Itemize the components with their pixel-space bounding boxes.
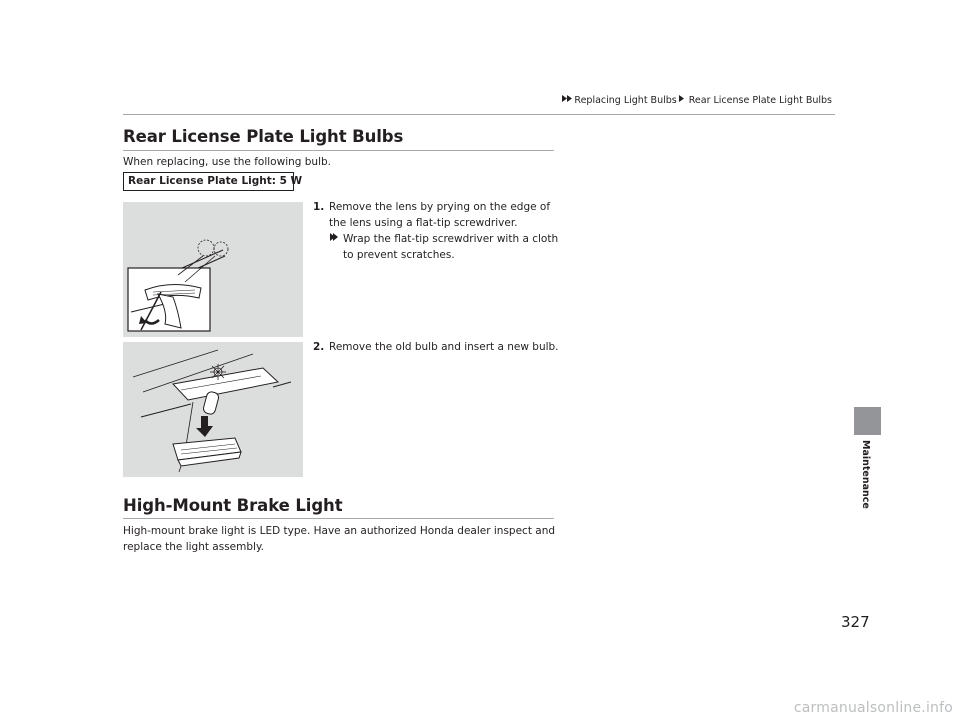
section-divider [123, 150, 554, 151]
header-divider [123, 114, 835, 115]
chapter-tab[interactable] [854, 407, 881, 435]
bulb-replacement-illustration [123, 342, 303, 477]
breadcrumb-item-replacing-light-bulbs[interactable]: Replacing Light Bulbs [574, 95, 677, 106]
high-mount-text-line-2: replace the light assembly. [123, 541, 265, 553]
step-text: the lens using a flat-tip screwdriver. [329, 217, 518, 229]
breadcrumb-item-rear-license-plate-light-bulbs[interactable]: Rear License Plate Light Bulbs [688, 95, 832, 106]
double-arrow-icon [562, 94, 574, 103]
bulb-spec-text: Rear License Plate Light: 5 W [128, 175, 303, 187]
step-text: Remove the old bulb and insert a new bulb. [329, 341, 559, 353]
screwdriver-lens-illustration [123, 202, 303, 337]
note-text: to prevent scratches. [343, 249, 455, 261]
step-note [313, 231, 563, 263]
intro-text: When replacing, use the following bulb. [123, 156, 332, 168]
breadcrumb [562, 94, 832, 106]
page-number: 327 [841, 613, 870, 631]
arrow-icon [677, 94, 689, 103]
arrow-icon [329, 231, 343, 263]
step-number: 1. [313, 201, 325, 213]
chapter-tab-label: Maintenance [860, 440, 871, 509]
section-title-rear-license-plate: Rear License Plate Light Bulbs [123, 127, 404, 146]
note-text: Wrap the flat-tip screwdriver with a cloth [343, 233, 559, 245]
step-2 [313, 339, 563, 355]
step-text: Remove the lens by prying on the edge of [329, 201, 551, 213]
figure-lens-removal [123, 202, 303, 337]
section-divider [123, 518, 554, 519]
high-mount-text-line-1: High-mount brake light is LED type. Have an authorized Honda dealer inspect and [123, 525, 556, 537]
step-number: 2. [313, 341, 325, 353]
figure-bulb-replacement [123, 342, 303, 477]
step-1 [313, 199, 563, 263]
bulb-spec-box [123, 172, 303, 191]
section-title-high-mount-brake-light: High-Mount Brake Light [123, 496, 343, 515]
watermark: carmanualsonline.info [793, 700, 953, 716]
